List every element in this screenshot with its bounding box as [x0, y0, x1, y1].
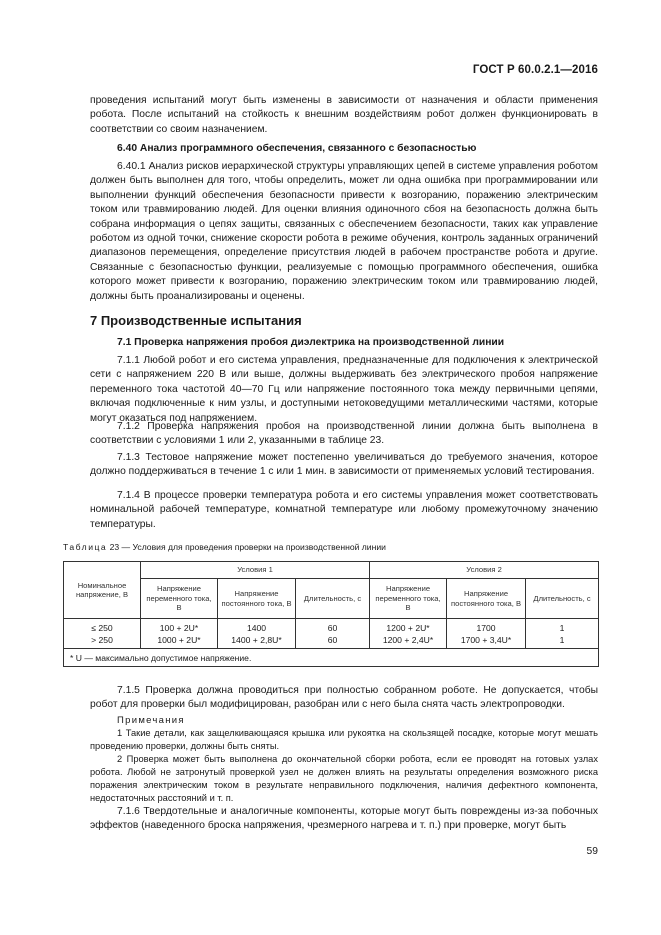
table-row — [64, 619, 599, 649]
header-conditions-2: Условия 2 — [370, 562, 599, 579]
paragraph-7-1-4: 7.1.4 В процессе проверки температура робота и его системы управления может соответствовать номинальной рабочей температуре, комнатной температуре или любому промежуточному значению температуры. — [90, 490, 598, 530]
page-number: 59 — [586, 846, 598, 857]
header-c2-duration: Длительность, с — [526, 579, 599, 619]
cell-c2-duration: 1 — [559, 634, 565, 645]
header-c2-dc-voltage: Напряжение постоянного тока, В — [447, 579, 526, 619]
paragraph-7-1-3: 7.1.3 Тестовое напряжение может постепенно увеличиваться до требуемого значения, которое должно поддерживаться в течение 1 с или 1 мин. в зависимости от применяемых условий тестирования. — [90, 452, 598, 478]
notes-heading: Примечания — [117, 715, 185, 726]
header-c2-ac-voltage: Напряжение переменного тока, В — [370, 579, 447, 619]
cell-c2-ac: 1200 + 2,4U* — [382, 634, 434, 645]
test-conditions-table — [63, 561, 599, 667]
section-7-title: 7 Производственные испытания — [90, 313, 302, 328]
paragraph-7-1-6: 7.1.6 Твердотельные и аналогичные компоненты, которые могут быть повреждены из-за побочных эффектов (наведенного броска напряжения, чрезмерного нагрева и т. п.) при проверке, могут быть — [90, 806, 598, 832]
cell-c1-ac: 100 + 2U* — [159, 622, 199, 633]
header-nominal-voltage: Номинальное напряжение, В — [64, 562, 141, 619]
table-footnote: * U — максимально допустимое напряжение. — [64, 649, 599, 667]
header-c1-duration: Длительность, с — [296, 579, 370, 619]
section-7-1-title: 7.1 Проверка напряжения пробоя диэлектрика на производственной линии — [117, 337, 505, 348]
paragraph-7-1-5: 7.1.5 Проверка должна проводиться при полностью собранном роботе. Не допускается, чтобы робот для проверки был модифицирован, разобран или с него была снята часть электропроводки. — [90, 685, 598, 711]
note-1: 1 Такие детали, как защелкивающаяся крышка или рукоятка на скользящей посадке, которые могут мешать проведению проверки, должны быть сняты. — [90, 728, 598, 751]
note-2: 2 Проверка может быть выполнена до окончательной сборки робота, если ее проводят на готовых узлах робота. Любой не затронутый проверкой узел не должен влиять на результаты определения возможного риска поражения электрическим током в результате неправильного подключения, наличия дефектного компонента, недостаточных расстояний и т. п. — [90, 754, 598, 803]
cell-c2-ac: 1200 + 2U* — [386, 622, 430, 633]
header-conditions-1: Условия 1 — [141, 562, 370, 579]
header-c1-ac-voltage: Напряжение переменного тока, В — [141, 579, 218, 619]
cell-nominal: ≤ 250 — [91, 622, 113, 633]
cell-c2-dc: 1700 + 3,4U* — [460, 634, 512, 645]
cell-c2-dc: 1700 — [476, 622, 496, 633]
cell-c1-duration: 60 — [327, 634, 338, 645]
cell-c1-ac: 1000 + 2U* — [157, 634, 201, 645]
header-c1-dc-voltage: Напряжение постоянного тока, В — [218, 579, 296, 619]
paragraph-7-1-1: 7.1.1 Любой робот и его система управления, предназначенные для подключения к электрической сети с напряжением 220 В или выше, должны выдерживать без электрического пробоя напряжение переменного тока частотой 40—70 Гц или напряжение постоянного тока между первичными цепями, включая подключенные к ним узлы, и доступными нетоковедущими металлическими частями, которые могут оказаться под напряжением. — [90, 355, 598, 424]
cell-c1-dc: 1400 + 2,8U* — [231, 634, 282, 645]
document-header: ГОСТ Р 60.0.2.1—2016 — [472, 64, 598, 76]
paragraph-6-40-1: 6.40.1 Анализ рисков иерархической структуры управляющих цепей в системе управления роботом должен быть выполнен для того, чтобы определить, может ли одна ошибка при программировании или выполнении функций обеспечения безопасности привести к возгоранию, поражению электрическим током или травмированию людей. Для оценки влияния одиночного сбоя на безопасность должна быть собрана информация о цепях защиты, связанных с обеспечением безопасности, таких как управление роботом из одной точки, снижение скорости робота в режиме обучения, контроль заданных ограничений диапазонов перемещения, определение присутствия людей в рабочем пространстве робота и другие. Связанные с безопасностью функции, реализуемые с помощью программного обеспечения, ошибка которого может привести к возгоранию, поражению электрическим током или травмированию людей, должны быть проанализированы и оценены. — [90, 161, 598, 302]
section-6-40-title: 6.40 Анализ программного обеспечения, связанного с безопасностью — [117, 143, 477, 154]
cell-c1-dc: 1400 — [246, 622, 267, 633]
paragraph-7-1-2: 7.1.2 Проверка напряжения пробоя на производственной линии должна быть выполнена в соответствии с условиями 1 или 2, указанными в таблице 23. — [90, 421, 598, 447]
table-caption-text: 23 — Условия для проведения проверки на производственной линии — [107, 542, 386, 552]
table-caption — [63, 542, 386, 552]
cell-c1-duration: 60 — [327, 622, 338, 633]
table-caption-label: Таблица — [63, 542, 108, 552]
intro-paragraph: проведения испытаний могут быть изменены в зависимости от назначения и области применения робота. После испытаний на стойкость к внешним воздействиям робот должен функционировать в соответствии со своим назначением. — [90, 95, 598, 135]
cell-c2-duration: 1 — [559, 622, 565, 633]
cell-nominal: > 250 — [91, 634, 113, 645]
